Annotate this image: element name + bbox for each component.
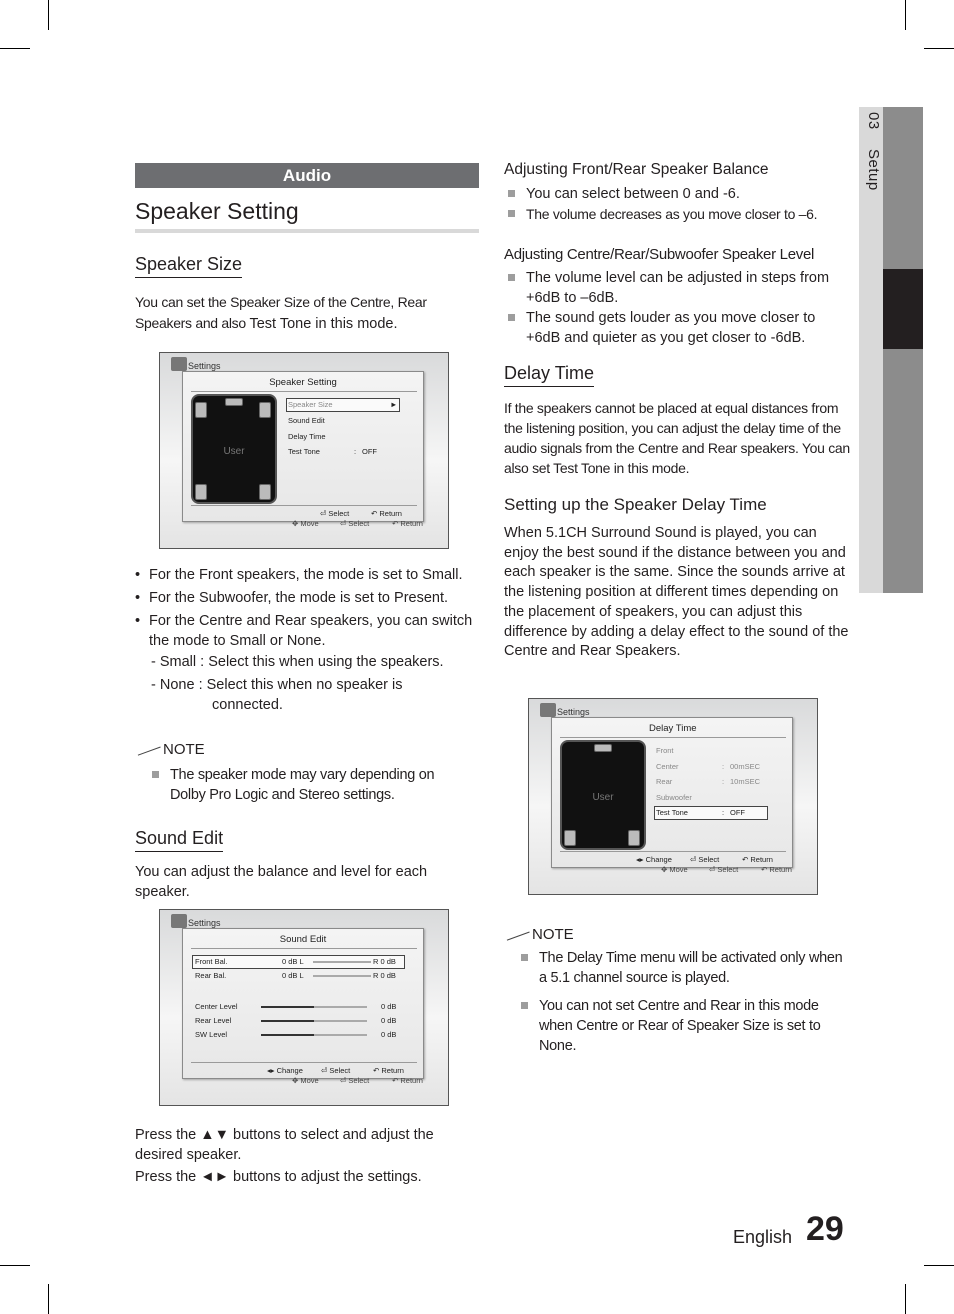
- sw-level-value: 0 dB: [381, 1030, 397, 1039]
- crop-mark: [48, 0, 49, 30]
- level-title: Adjusting Centre/Rear/Subwoofer Speaker Level: [504, 246, 815, 263]
- panel-title: Speaker Setting: [269, 377, 337, 388]
- speaker-size-title: Speaker Size: [135, 254, 242, 278]
- note-heading: NOTE: [135, 740, 205, 758]
- speaker-size-notes: [148, 765, 473, 805]
- crop-mark: [48, 1284, 49, 1314]
- chapter-label: 03 Setup: [865, 112, 882, 191]
- return-hint: ↶ Return: [371, 509, 402, 518]
- change-hint: ◂▸ Change: [636, 855, 672, 864]
- level-list: [504, 268, 849, 348]
- back-move-hint: ✥ Move: [661, 865, 688, 874]
- audio-header: Audio: [135, 163, 479, 188]
- rear-level-fill: [261, 1020, 314, 1022]
- list-item: The sound gets louder as you move closer to +6dB and quieter as you get closer to -6dB.: [504, 308, 849, 348]
- center-level-label[interactable]: Center Level: [195, 1002, 238, 1011]
- select-hint: ⏎ Select: [320, 509, 350, 518]
- balance-title: Adjusting Front/Rear Speaker Balance: [504, 161, 769, 178]
- back-return-hint: ↶ Return: [392, 1076, 423, 1085]
- front-balance-right: R 0 dB: [373, 957, 396, 966]
- front-balance-slider[interactable]: [313, 961, 371, 963]
- center-item[interactable]: Center: [656, 762, 679, 771]
- rear-item[interactable]: Rear: [656, 777, 673, 786]
- sound-edit-instruction-2: Press the ◄► buttons to adjust the settings.: [135, 1169, 422, 1185]
- menu-item-speaker-size[interactable]: Speaker Size: [288, 400, 333, 409]
- pencil-icon: [133, 734, 160, 755]
- subwoofer-item[interactable]: Subwoofer: [656, 793, 692, 802]
- page-number: 29: [806, 1210, 844, 1248]
- panel-title: Delay Time: [649, 723, 697, 734]
- sound-edit-intro: You can adjust the balance and level for each speaker.: [135, 864, 428, 900]
- menu-item-delay-time[interactable]: Delay Time: [288, 432, 326, 441]
- rear-balance-left: 0 dB L: [282, 971, 304, 980]
- list-item: The speaker mode may vary depending on Dolby Pro Logic and Stereo settings.: [148, 765, 473, 805]
- center-level-value: 0 dB: [381, 1002, 397, 1011]
- rear-balance-label[interactable]: Rear Bal.: [195, 971, 227, 980]
- delay-time-title: Delay Time: [504, 363, 594, 387]
- rear-balance-right: R 0 dB: [373, 971, 396, 980]
- front-balance-label[interactable]: Front Bal.: [195, 957, 228, 966]
- speaker-setting-screen: [159, 352, 449, 549]
- test-tone-value: OFF: [362, 447, 377, 456]
- back-select-hint: ⏎ Select: [709, 865, 739, 874]
- list-item: The Delay Time menu will be activated only when a 5.1 channel source is played.: [517, 948, 849, 988]
- delay-setup-title: Setting up the Speaker Delay Time: [504, 495, 767, 514]
- separator: :: [722, 777, 725, 786]
- settings-icon: [171, 914, 187, 928]
- settings-icon: [171, 357, 187, 371]
- separator: :: [722, 762, 725, 771]
- center-level-fill: [261, 1006, 314, 1008]
- speaker-layout: [560, 740, 646, 850]
- none-option: - None : Select this when no speaker is connected.: [151, 677, 403, 713]
- front-item[interactable]: Front: [656, 746, 674, 755]
- list-item: • For the Front speakers, the mode is set to Small.: [135, 565, 479, 585]
- back-return-hint: ↶ Return: [392, 519, 423, 528]
- user-label: User: [223, 446, 245, 457]
- crop-mark: [905, 0, 906, 30]
- list-item: The volume decreases as you move closer to –6.: [504, 204, 849, 224]
- list-item: You can not set Centre and Rear in this mode when Centre or Rear of Speaker Size is set to None.: [517, 996, 849, 1056]
- speaker-size-intro: You can set the Speaker Size of the Centre, Rear Speakers and also Test Tone in this mode.: [135, 294, 427, 332]
- arrow-right-icon: ►: [390, 400, 398, 409]
- crop-mark: [924, 1265, 954, 1266]
- settings-label: Settings: [188, 918, 221, 928]
- rear-balance-slider[interactable]: [313, 975, 371, 977]
- crop-mark: [905, 1284, 906, 1314]
- separator: :: [354, 447, 357, 456]
- rear-level-value: 0 dB: [381, 1016, 397, 1025]
- front-balance-left: 0 dB L: [282, 957, 304, 966]
- settings-label: Settings: [557, 707, 590, 717]
- page-title: Speaker Setting: [135, 198, 479, 233]
- list-item: • For the Subwoofer, the mode is set to Present.: [135, 588, 479, 608]
- back-move-hint: ✥ Move: [292, 1076, 319, 1085]
- test-tone-item[interactable]: Test Tone: [656, 808, 688, 817]
- list-item: You can select between 0 and -6.: [504, 184, 849, 204]
- pencil-icon: [502, 919, 529, 940]
- back-move-hint: ✥ Move: [292, 519, 319, 528]
- delay-time-screen: [528, 698, 818, 895]
- balance-list: [504, 184, 849, 224]
- test-tone-value: OFF: [730, 808, 745, 817]
- sound-edit-panel: [182, 928, 424, 1079]
- menu-item-test-tone[interactable]: Test Tone: [288, 447, 320, 456]
- select-hint: ⏎ Select: [690, 855, 720, 864]
- note-heading: NOTE: [504, 925, 574, 943]
- back-select-hint: ⏎ Select: [340, 1076, 370, 1085]
- settings-label: Settings: [188, 361, 221, 371]
- language-label: English: [733, 1227, 793, 1247]
- sw-level-label[interactable]: SW Level: [195, 1030, 228, 1039]
- crop-mark: [924, 48, 954, 49]
- small-option: - Small : Select this when using the speakers.: [151, 654, 444, 670]
- delay-setup-text: When 5.1CH Surround Sound is played, you can enjoy the best sound if the distance between you and each speaker is the same. Since the sounds arrive at the listening position at different times depending on the placement of speakers, you can adjust this difference by adding a delay effect to the sound of the Centre and Rear Speakers.: [504, 525, 849, 660]
- back-select-hint: ⏎ Select: [340, 519, 370, 528]
- change-hint: ◂▸ Change: [267, 1066, 303, 1075]
- sound-edit-title: Sound Edit: [135, 828, 223, 852]
- back-return-hint: ↶ Return: [761, 865, 792, 874]
- menu-item-sound-edit[interactable]: Sound Edit: [288, 416, 325, 425]
- list-item: • For the Centre and Rear speakers, you can switch the mode to Small or None.: [135, 611, 479, 651]
- sound-edit-screen: [159, 909, 449, 1106]
- user-label: User: [592, 792, 614, 803]
- delay-time-panel: [551, 717, 793, 868]
- speaker-setting-panel: [182, 371, 424, 522]
- speaker-size-bullets: [135, 565, 479, 654]
- return-hint: ↶ Return: [373, 1066, 404, 1075]
- sw-level-fill: [261, 1034, 314, 1036]
- sound-edit-instruction-1: Press the ▲▼ buttons to select and adjust the desired speaker.: [135, 1127, 434, 1163]
- crop-mark: [0, 1265, 30, 1266]
- list-item: The volume level can be adjusted in steps from +6dB to –6dB.: [504, 268, 849, 308]
- center-value: 00mSEC: [730, 762, 761, 771]
- crop-mark: [0, 48, 30, 49]
- rear-level-label[interactable]: Rear Level: [195, 1016, 232, 1025]
- speaker-layout: [191, 394, 277, 504]
- return-hint: ↶ Return: [742, 855, 773, 864]
- separator: :: [722, 808, 725, 817]
- panel-title: Sound Edit: [279, 934, 327, 945]
- select-hint: ⏎ Select: [321, 1066, 351, 1075]
- settings-icon: [540, 703, 556, 717]
- rear-value: 10mSEC: [730, 777, 761, 786]
- delay-time-notes: [517, 948, 849, 1056]
- delay-time-intro: If the speakers cannot be placed at equal distances from the listening position, you can adjust the delay time of the audio signals from the Centre and Rear speakers. You can also set Test Tone in this mode.: [504, 400, 850, 476]
